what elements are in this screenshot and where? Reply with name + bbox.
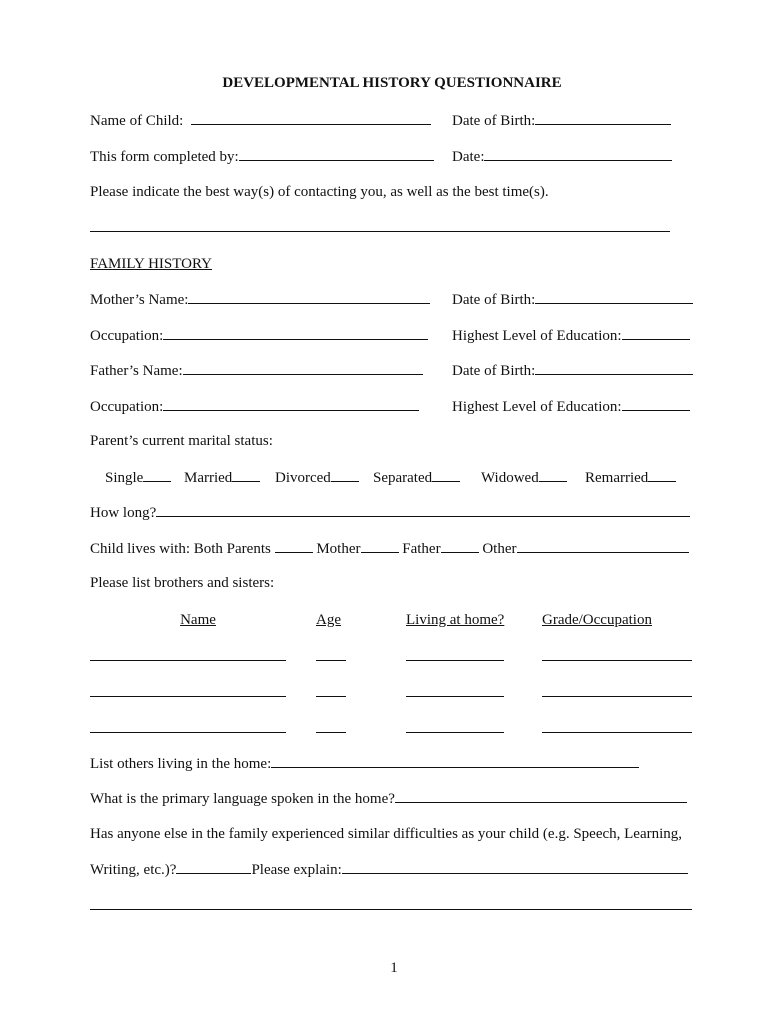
lives-with-father-field[interactable] [441, 539, 479, 553]
marital-status-label: Parent’s current marital status: [90, 433, 273, 449]
completed-by-field[interactable] [239, 147, 434, 161]
completed-date-row [452, 147, 672, 166]
contact-answer-line[interactable] [90, 231, 670, 232]
sibling-col-name: Name [180, 612, 216, 628]
form-title: DEVELOPMENTAL HISTORY QUESTIONNAIRE [222, 75, 562, 91]
sibling-2-grade-field[interactable] [542, 696, 692, 697]
father-dob-row [452, 361, 693, 380]
sibling-3-living-field[interactable] [406, 732, 504, 733]
lives-with-both-field[interactable] [275, 539, 313, 553]
child-dob-label: Date of Birth: [452, 113, 536, 129]
father-occupation-row [90, 397, 419, 416]
sibling-col-grade: Grade/Occupation [542, 612, 652, 628]
child-name-row [90, 111, 431, 130]
sibling-1-living-field[interactable] [406, 660, 504, 661]
child-name-label: Name of Child: [90, 113, 184, 129]
father-education-label: Highest Level of Education: [452, 399, 622, 415]
sibling-2-age-field[interactable] [316, 696, 346, 697]
sibling-2-name-field[interactable] [90, 696, 286, 697]
difficulties-question: Has anyone else in the family experienced similar difficulties as your child (e.g. Speech, Learning, [90, 826, 683, 842]
sibling-1-grade-field[interactable] [542, 660, 692, 661]
completed-by-row [90, 147, 434, 166]
explain-field[interactable] [342, 860, 688, 874]
father-name-field[interactable] [183, 361, 423, 375]
marital-option-widowed[interactable]: Widowed [481, 468, 567, 487]
sibling-col-living: Living at home? [406, 612, 505, 628]
father-dob-label: Date of Birth: [452, 363, 536, 379]
marital-option-divorced[interactable]: Divorced [275, 468, 359, 487]
lives-with-label: Child lives with: Both Parents [90, 541, 271, 557]
contact-prompt: Please indicate the best way(s) of contacting you, as well as the best time(s). [90, 184, 549, 200]
mother-occupation-field[interactable] [163, 326, 428, 340]
marital-option-remarried[interactable]: Remarried [585, 468, 676, 487]
lives-with-row [90, 539, 689, 558]
completed-date-field[interactable] [484, 147, 672, 161]
child-name-field[interactable] [191, 111, 431, 125]
sibling-col-age: Age [316, 612, 341, 628]
mother-name-field[interactable] [188, 290, 430, 304]
mother-name-row [90, 290, 430, 309]
language-row [90, 789, 687, 808]
explain-continuation-line[interactable] [90, 909, 692, 910]
mother-dob-row [452, 290, 693, 309]
mother-education-label: Highest Level of Education: [452, 328, 622, 344]
father-occupation-field[interactable] [163, 397, 419, 411]
father-education-field[interactable] [622, 397, 690, 411]
father-occupation-label: Occupation: [90, 399, 164, 415]
others-field[interactable] [271, 754, 639, 768]
completed-date-label: Date: [452, 149, 485, 165]
language-field[interactable] [395, 789, 687, 803]
sibling-3-grade-field[interactable] [542, 732, 692, 733]
how-long-field[interactable] [156, 503, 690, 517]
father-name-row [90, 361, 423, 380]
mother-occupation-label: Occupation: [90, 328, 164, 344]
lives-with-other-field[interactable] [517, 539, 689, 553]
sibling-2-living-field[interactable] [406, 696, 504, 697]
difficulties-yesno-field[interactable] [176, 860, 251, 874]
mother-dob-label: Date of Birth: [452, 292, 536, 308]
others-label: List others living in the home: [90, 756, 272, 772]
father-dob-field[interactable] [535, 361, 693, 375]
how-long-label: How long? [90, 505, 157, 521]
lives-with-other-label: Other [482, 541, 517, 557]
mother-education-row [452, 326, 690, 345]
lives-with-father-label: Father [402, 541, 441, 557]
difficulties-row [90, 860, 688, 879]
father-name-label: Father’s Name: [90, 363, 183, 379]
page-number: 1 [390, 960, 398, 976]
mother-dob-field[interactable] [535, 290, 693, 304]
mother-occupation-row [90, 326, 428, 345]
lives-with-mother-label: Mother [316, 541, 361, 557]
difficulties-question-end: Writing, etc.)? [90, 862, 177, 878]
marital-option-separated[interactable]: Separated [373, 468, 460, 487]
completed-by-label: This form completed by: [90, 149, 239, 165]
mother-education-field[interactable] [622, 326, 690, 340]
father-education-row [452, 397, 690, 416]
marital-option-single[interactable]: Single [105, 468, 171, 487]
family-history-heading: FAMILY HISTORY [90, 256, 212, 272]
marital-option-married[interactable]: Married [184, 468, 260, 487]
others-row [90, 754, 639, 773]
sibling-1-name-field[interactable] [90, 660, 286, 661]
sibling-3-name-field[interactable] [90, 732, 286, 733]
child-dob-row [452, 111, 671, 130]
child-dob-field[interactable] [535, 111, 671, 125]
explain-label: Please explain: [251, 862, 342, 878]
sibling-3-age-field[interactable] [316, 732, 346, 733]
how-long-row [90, 503, 690, 522]
lives-with-mother-field[interactable] [361, 539, 399, 553]
mother-name-label: Mother’s Name: [90, 292, 189, 308]
language-label: What is the primary language spoken in the home? [90, 791, 395, 807]
sibling-1-age-field[interactable] [316, 660, 346, 661]
siblings-prompt: Please list brothers and sisters: [90, 575, 275, 591]
